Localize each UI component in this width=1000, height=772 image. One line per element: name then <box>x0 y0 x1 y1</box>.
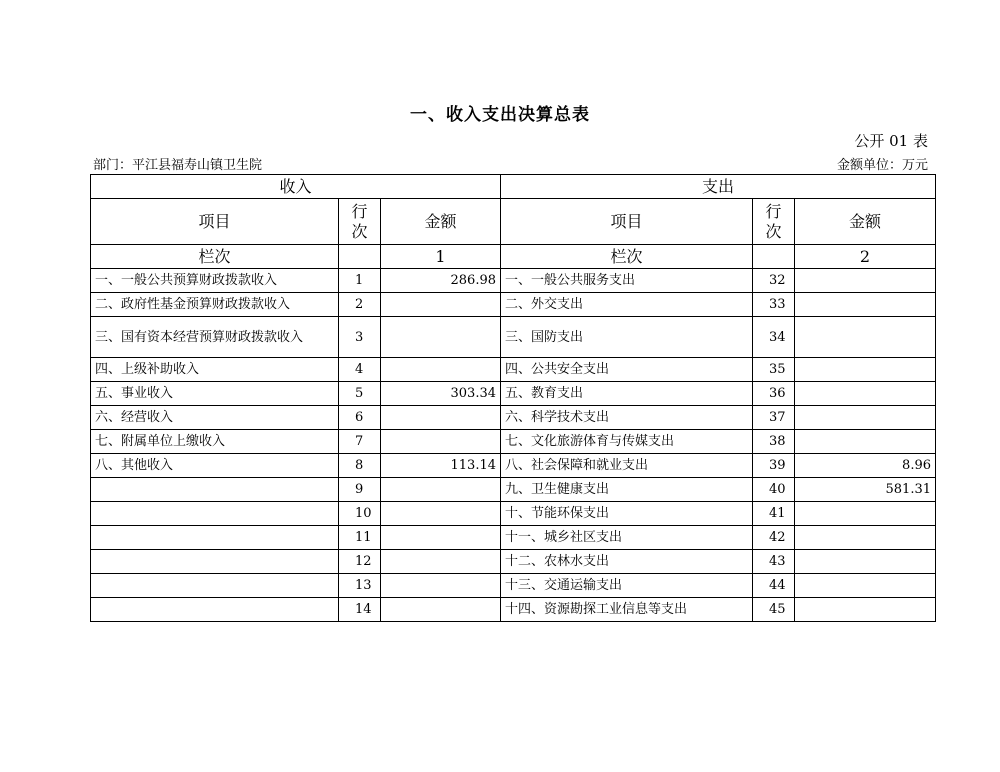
income-item-cell <box>91 598 339 622</box>
expense-amount-header: 金额 <box>795 199 936 245</box>
income-amount-cell <box>381 317 501 358</box>
expense-header: 支出 <box>501 175 936 199</box>
expense-line-cell: 35 <box>753 358 795 382</box>
expense-line-cell: 39 <box>753 454 795 478</box>
expense-amount-cell <box>795 430 936 454</box>
expense-line-cell: 34 <box>753 317 795 358</box>
income-line-cell: 10 <box>339 502 381 526</box>
expense-amount-cell <box>795 293 936 317</box>
page-title: 一、收入支出决算总表 <box>410 105 590 125</box>
expense-item-cell: 七、文化旅游体育与传媒支出 <box>501 430 753 454</box>
table-row <box>91 293 936 317</box>
expense-item-cell: 十一、城乡社区支出 <box>501 526 753 550</box>
income-amount-cell <box>381 574 501 598</box>
expense-line-cell: 43 <box>753 550 795 574</box>
income-item-cell <box>91 574 339 598</box>
income-line-cell: 11 <box>339 526 381 550</box>
expense-item-cell: 八、社会保障和就业支出 <box>501 454 753 478</box>
expense-line-header: 行 次 <box>753 199 795 245</box>
income-amount-cell <box>381 502 501 526</box>
expense-amount-cell <box>795 550 936 574</box>
income-item-cell <box>91 550 339 574</box>
expense-item-cell: 九、卫生健康支出 <box>501 478 753 502</box>
income-amount-cell <box>381 478 501 502</box>
expense-amount-cell <box>795 269 936 293</box>
table-row <box>91 406 936 430</box>
expense-amount-cell <box>795 317 936 358</box>
expense-line-cell: 32 <box>753 269 795 293</box>
income-line-cell: 9 <box>339 478 381 502</box>
expense-item-cell: 二、外交支出 <box>501 293 753 317</box>
income-item-header: 项目 <box>91 199 339 245</box>
expense-amount-cell <box>795 358 936 382</box>
expense-column-order: 栏次 <box>501 245 753 269</box>
expense-amount-cell <box>795 598 936 622</box>
expense-amount-cell <box>795 406 936 430</box>
income-line-cell: 1 <box>339 269 381 293</box>
income-line-cell: 6 <box>339 406 381 430</box>
income-line-cell: 3 <box>339 317 381 358</box>
income-line-cell: 12 <box>339 550 381 574</box>
expense-amount-cell: 581.31 <box>795 478 936 502</box>
income-amount-cell <box>381 430 501 454</box>
income-item-cell <box>91 478 339 502</box>
income-item-cell: 二、政府性基金预算财政拨款收入 <box>91 293 339 317</box>
income-line-cell: 4 <box>339 358 381 382</box>
expense-item-cell: 五、教育支出 <box>501 382 753 406</box>
expense-item-cell: 十二、农林水支出 <box>501 550 753 574</box>
table-row <box>91 317 936 358</box>
table-row <box>91 454 936 478</box>
income-header: 收入 <box>91 175 501 199</box>
expense-item-cell: 十三、交通运输支出 <box>501 574 753 598</box>
expense-amount-cell <box>795 526 936 550</box>
income-item-cell: 六、经营收入 <box>91 406 339 430</box>
table-row <box>91 502 936 526</box>
expense-amount-cell: 8.96 <box>795 454 936 478</box>
income-column-number: 1 <box>381 245 501 269</box>
income-amount-cell <box>381 406 501 430</box>
expense-line-cell: 40 <box>753 478 795 502</box>
income-line-cell: 2 <box>339 293 381 317</box>
expense-item-cell: 四、公共安全支出 <box>501 358 753 382</box>
income-amount-header: 金额 <box>381 199 501 245</box>
expense-line-cell: 45 <box>753 598 795 622</box>
income-column-order: 栏次 <box>91 245 339 269</box>
table-row <box>91 382 936 406</box>
income-line-cell: 8 <box>339 454 381 478</box>
expense-item-header: 项目 <box>501 199 753 245</box>
income-item-cell <box>91 526 339 550</box>
expense-item-cell: 三、国防支出 <box>501 317 753 358</box>
expense-amount-cell <box>795 382 936 406</box>
unit-label: 金额单位：万元 <box>836 158 928 173</box>
table-row <box>91 526 936 550</box>
department-label: 部门：平江县福寿山镇卫生院 <box>93 158 263 173</box>
expense-line-cell: 36 <box>753 382 795 406</box>
income-item-cell: 八、其他收入 <box>91 454 339 478</box>
income-item-cell: 七、附属单位上缴收入 <box>91 430 339 454</box>
income-amount-cell: 303.34 <box>381 382 501 406</box>
expense-line-cell: 33 <box>753 293 795 317</box>
table-row <box>91 478 936 502</box>
expense-item-cell: 十、节能环保支出 <box>501 502 753 526</box>
expense-line-cell: 42 <box>753 526 795 550</box>
expense-column-number: 2 <box>795 245 936 269</box>
income-expense-table <box>90 174 936 622</box>
table-row <box>91 574 936 598</box>
income-amount-cell <box>381 550 501 574</box>
table-row <box>91 430 936 454</box>
income-item-cell: 一、一般公共预算财政拨款收入 <box>91 269 339 293</box>
income-item-cell: 五、事业收入 <box>91 382 339 406</box>
blank-cell <box>753 245 795 269</box>
expense-line-cell: 37 <box>753 406 795 430</box>
income-line-cell: 14 <box>339 598 381 622</box>
expense-line-cell: 38 <box>753 430 795 454</box>
expense-item-cell: 一、一般公共服务支出 <box>501 269 753 293</box>
public-table-label: 公开 01 表 <box>854 132 928 150</box>
table-row <box>91 550 936 574</box>
table-row <box>91 269 936 293</box>
table-row <box>91 358 936 382</box>
table-row <box>91 598 936 622</box>
blank-cell <box>339 245 381 269</box>
income-amount-cell: 113.14 <box>381 454 501 478</box>
expense-amount-cell <box>795 574 936 598</box>
income-amount-cell: 286.98 <box>381 269 501 293</box>
income-amount-cell <box>381 598 501 622</box>
expense-amount-cell <box>795 502 936 526</box>
income-line-cell: 7 <box>339 430 381 454</box>
income-amount-cell <box>381 526 501 550</box>
expense-item-cell: 十四、资源勘探工业信息等支出 <box>501 598 753 622</box>
expense-line-cell: 44 <box>753 574 795 598</box>
income-item-cell <box>91 502 339 526</box>
expense-item-cell: 六、科学技术支出 <box>501 406 753 430</box>
income-line-header: 行 次 <box>339 199 381 245</box>
expense-line-cell: 41 <box>753 502 795 526</box>
income-item-cell: 三、国有资本经营预算财政拨款收入 <box>91 317 339 358</box>
income-line-cell: 13 <box>339 574 381 598</box>
income-amount-cell <box>381 293 501 317</box>
income-line-cell: 5 <box>339 382 381 406</box>
income-amount-cell <box>381 358 501 382</box>
income-item-cell: 四、上级补助收入 <box>91 358 339 382</box>
